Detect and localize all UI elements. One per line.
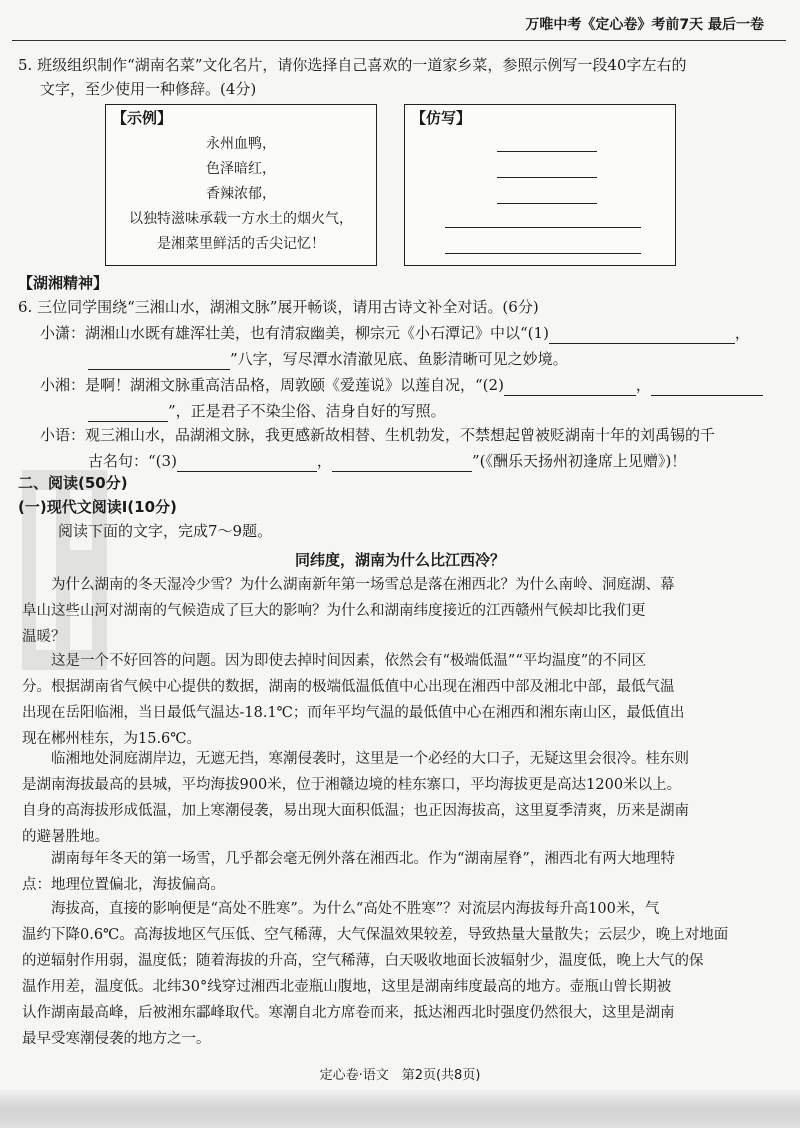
article-line: 阜山这些山河对湖南的气候造成了巨大的影响？为什么和湖南纬度接近的江西赣州气候却比我们更 [22,603,646,619]
example-line: 以独特滋味承载一方水土的烟火气， [129,211,353,227]
scan-edge [0,1090,800,1128]
q6-xiaoxiao-text: 小潇：湖湘山水既有雄浑壮美，也有清寂幽美，柳宗元《小石潭记》中以“(1) [40,324,549,342]
answer-blank-1b[interactable] [88,351,230,370]
answer-blank-1a[interactable] [549,325,735,344]
q6-xiaoxiao-tail: ”八字，写尽潭水清澈见底、鱼影清晰可见之妙境。 [230,350,568,368]
answer-blank-3a[interactable] [177,453,317,472]
example-title: 【示例】 [112,109,173,127]
q6-xiaoxiao-2 [88,348,568,370]
article-line: 自身的高海拔形成低温，加上寒潮侵袭，易出现大面积低温；也正因海拔高，这里夏季清爽，历来是湖南 [22,803,689,819]
example-line: 色泽暗红， [206,161,276,177]
article-line: 温作用差，温度低。北纬30°线穿过湘西北壶瓶山腹地，这里是湖南纬度最高的地方。壶瓶山曾长期被 [22,979,672,995]
q6-xiaoxiang [40,374,763,396]
comma: ， [635,376,651,394]
article-line: 温约下降0.6℃。高海拔地区气压低、空气稀薄，大气保温效果较差，导致热量大量散失；云层少，晚上对地面 [22,927,729,943]
answer-blank-2a[interactable] [504,377,636,396]
q5-line2: 文字，至少使用一种修辞。(4分) [40,80,257,98]
article-line: 湖南每年冬天的第一场雪，几乎都会毫无例外落在湘西北。作为“湖南屋脊”，湘西北有两大地理特 [22,851,675,867]
answer-blank-2c[interactable] [88,403,168,422]
q6-xiaoxiang-2 [88,400,446,422]
article-line: 点：地理位置偏北，海拔偏高。 [22,877,225,893]
header-rule [12,40,786,41]
article-line: 温暖？ [22,629,66,645]
article-line: 认作湖南最高峰，后被湘东酃峰取代。寒潮自北方席卷而来，抵达湘西北时强度仍然很大，这里是湖南 [22,1005,675,1021]
reading-sub: (一)现代文阅读Ⅰ(10分) [18,498,177,516]
page-header: 万唯中考《定心卷》考前7天 最后一卷 [525,17,764,33]
q6-xiaoxiao [40,322,750,344]
q6-xiaoyu-2 [88,450,686,472]
article-line: 最早受寒潮侵袭的地方之一。 [22,1031,211,1047]
q6-xiaoyu-text: 古名句：“(3) [88,452,177,470]
q6-xiaoxiang-text: 小湘：是啊！湖湘文脉重高洁品格，周敦颐《爱莲说》以莲自况，“(2) [40,376,504,394]
writing-line[interactable] [497,151,597,152]
section-spirit: 【湖湘精神】 [18,274,109,292]
article-line: 是湖南海拔最高的县城，平均海拔900米，位于湘赣边境的桂东寨口，平均海拔更是高达1200米以上。 [22,777,682,793]
writing-line[interactable] [497,203,597,204]
comma: ， [734,324,750,342]
article-line: 出现在岳阳临湘，当日最低气温达-18.1℃；而年平均气温的最低值中心在湘西和湘东南山区，最低值出 [22,705,685,721]
answer-blank-2b[interactable] [651,377,763,396]
q6-xiaoxiang-tail: ”，正是君子不染尘俗、洁身自好的写照。 [168,402,446,420]
article-line: 这是一个不好回答的问题。因为即使去掉时间因素，依然会有“极端低温”“平均温度”的不同区 [22,653,647,669]
example-line: 永州血鸭， [206,136,276,152]
page-footer: 定心卷·语文 第2页(共8页) [319,1068,481,1083]
article-line: 海拔高，直接的影响便是“高处不胜寒”。为什么“高处不胜寒”？对流层内海拔每升高100米，气 [22,901,660,917]
example-box [105,104,377,266]
article-line: 临湘地处洞庭湖岸边，无遮无挡，寒潮侵袭时，这里是一个必经的大口子，无疑这里会很冷。桂东则 [22,751,689,767]
article-line: 分。根据湖南省气候中心提供的数据，湖南的极端低温低值中心出现在湘西中部及湘北中部，最低气温 [22,679,675,695]
q5-line1: 5. 班级组织制作“湖南名菜”文化名片，请你选择自己喜欢的一道家乡菜，参照示例写一段40字左右的 [18,56,687,74]
article-line: 的逆辐射作用弱，温度低；随着海拔的升高，空气稀薄，白天吸收地面长波辐射少，温度低，晚上大气的保 [22,953,704,969]
writing-line[interactable] [445,227,641,228]
article-line: 现在郴州桂东，为15.6℃。 [22,731,202,747]
example-line: 是湘菜里鲜活的舌尖记忆！ [157,236,325,252]
q6-xiaoyu-tail: ”(《酬乐天扬州初逢席上见赠》)！ [471,452,687,470]
comma: ， [316,452,332,470]
imitate-title: 【仿写】 [411,109,472,127]
article-line: 为什么湖南的冬天湿冷少雪？为什么湖南新年第一场雪总是落在湘西北？为什么南岭、洞庭湖、幕 [22,577,675,593]
writing-line[interactable] [497,177,597,178]
article-title: 同纬度，湖南为什么比江西冷？ [294,551,505,569]
example-line: 香辣浓郁， [206,186,276,202]
writing-line[interactable] [445,253,641,254]
article-line: 的避暑胜地。 [22,829,109,845]
reading-instruction: 阅读下面的文字，完成7～9题。 [58,522,273,540]
answer-blank-3b[interactable] [332,453,472,472]
imitate-box[interactable] [404,104,676,266]
q6-line1: 6. 三位同学围绕“三湘山水，湖湘文脉”展开畅谈，请用古诗文补全对话。(6分) [18,298,539,316]
q6-xiaoyu-1: 小语：观三湘山水，品湖湘文脉，我更感新故相替、生机勃发，不禁想起曾被贬湖南十年的刘禹锡的千 [40,426,716,444]
section-reading: 二、阅读(50分) [18,474,128,492]
